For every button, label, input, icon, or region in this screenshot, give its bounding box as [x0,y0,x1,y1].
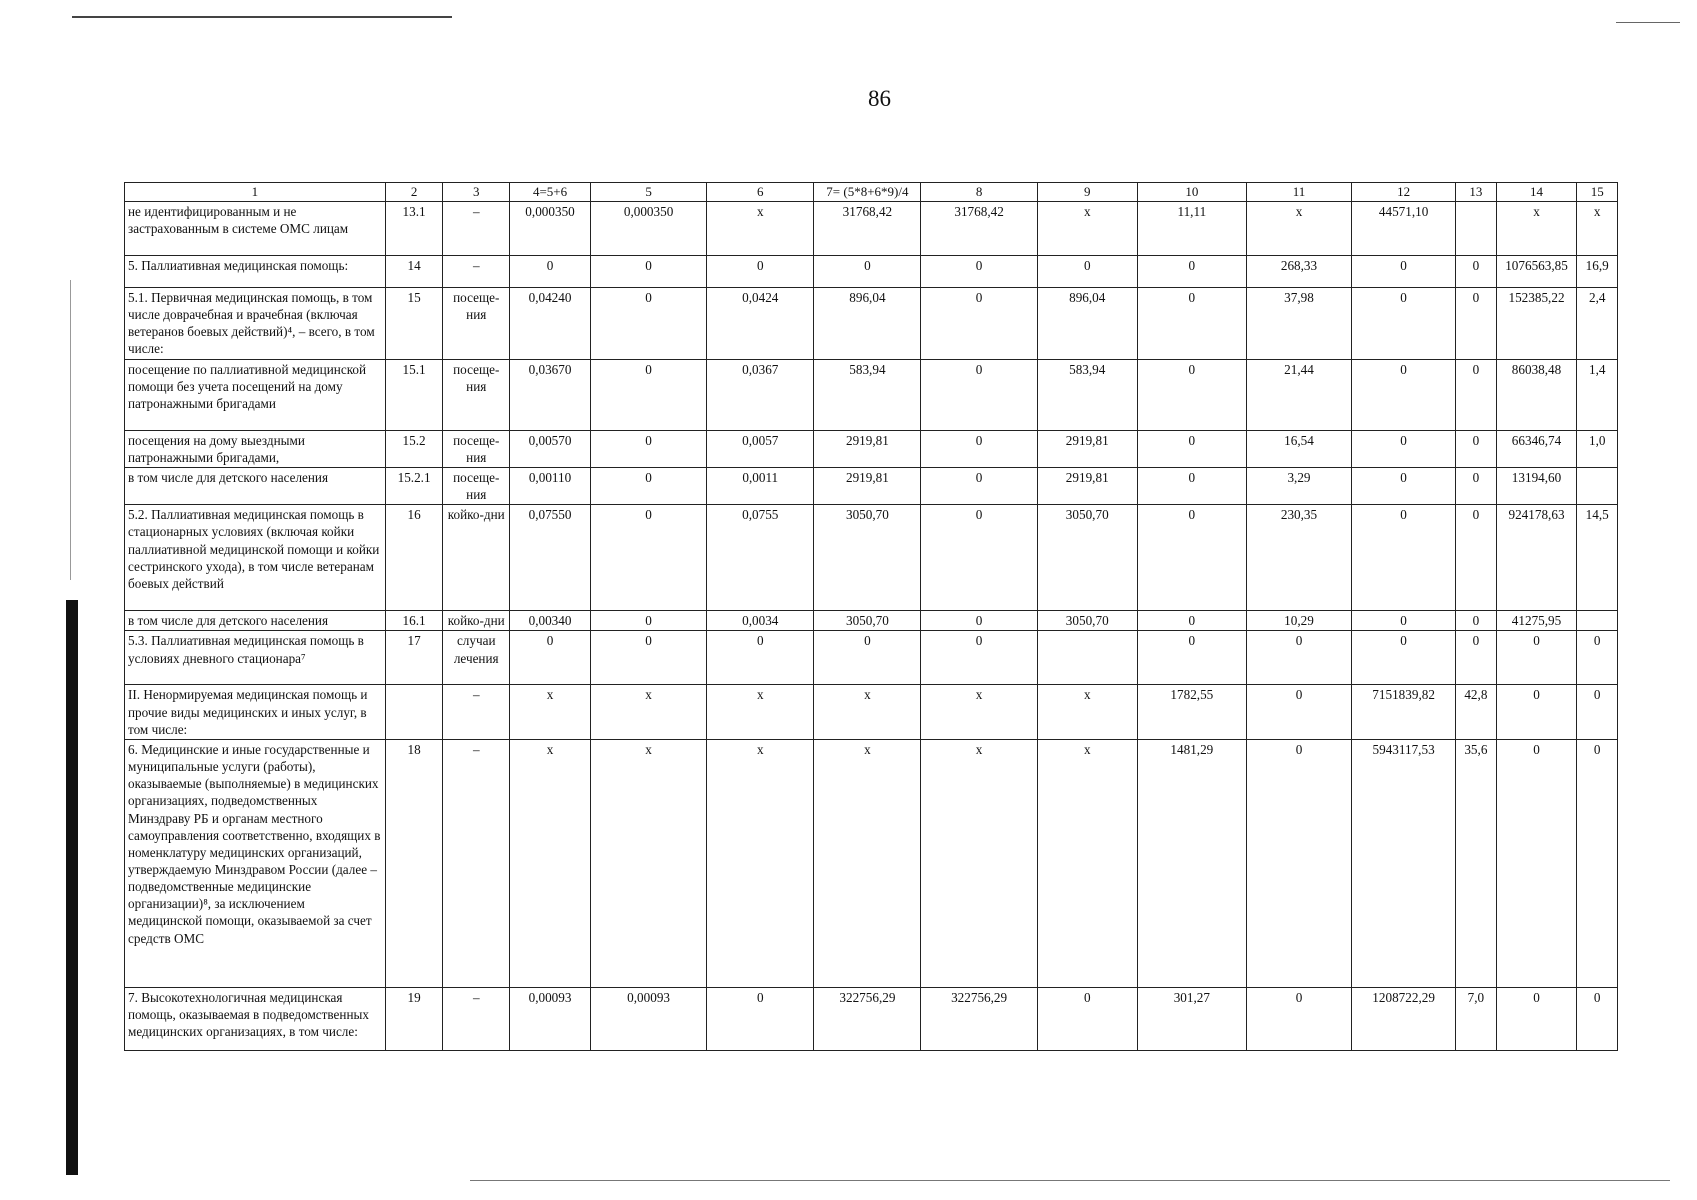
table-cell: 0 [1496,987,1577,1050]
table-cell: 16.1 [385,611,443,631]
header-cell: 7= (5*8+6*9)/4 [814,183,921,202]
table-cell: 0 [1137,256,1246,288]
scan-binding-shadow [66,600,78,1175]
table-cell: 5943117,53 [1352,739,1456,987]
table-row [125,202,1618,256]
table-cell: – [443,202,510,256]
table-cell: 0 [1577,685,1618,739]
table-row [125,685,1618,739]
table-row [125,430,1618,467]
table-cell: 583,94 [814,359,921,430]
table-cell: 13194,60 [1496,467,1577,504]
table-cell: 41275,95 [1496,611,1577,631]
table-cell: 18 [385,739,443,987]
header-cell: 15 [1577,183,1618,202]
table-cell: 35,6 [1456,739,1496,987]
table-row [125,359,1618,430]
table-cell: 15.2 [385,430,443,467]
table-cell: 0 [1577,987,1618,1050]
header-cell: 13 [1456,183,1496,202]
table-cell: х [1037,685,1137,739]
table-cell: 0 [1456,430,1496,467]
table-cell: х [707,739,814,987]
table-cell: 0 [1496,685,1577,739]
table-cell: 0 [1137,505,1246,611]
table-row [125,611,1618,631]
table-cell: 0,0034 [707,611,814,631]
table-cell: 1208722,29 [1352,987,1456,1050]
table-cell: 0,0057 [707,430,814,467]
table-cell [1037,631,1137,685]
table-row [125,505,1618,611]
table-cell: 268,33 [1246,256,1351,288]
table-cell: 2919,81 [1037,467,1137,504]
table-cell: 1076563,85 [1496,256,1577,288]
table-cell: 0 [1456,631,1496,685]
table-cell: 0,00570 [510,430,591,467]
table-row [125,631,1618,685]
header-cell: 12 [1352,183,1456,202]
table-cell: 0 [1496,631,1577,685]
table-cell: 44571,10 [1352,202,1456,256]
table-cell: 3050,70 [1037,611,1137,631]
table-cell: 2919,81 [814,430,921,467]
table-cell: 1481,29 [1137,739,1246,987]
table-cell: 31768,42 [921,202,1037,256]
table-cell: 0 [921,505,1037,611]
table-cell: 3050,70 [814,505,921,611]
table-cell: х [921,739,1037,987]
table-cell: 15.2.1 [385,467,443,504]
table-body [125,183,1618,1051]
table-cell: 583,94 [1037,359,1137,430]
table-cell: х [814,685,921,739]
table-cell: 152385,22 [1496,288,1577,360]
row-label-cell: не идентифицированным и не застрахованным в системе ОМС лицам [125,202,386,256]
table-cell: 0 [921,631,1037,685]
table-row [125,288,1618,360]
table-cell: 0 [1137,430,1246,467]
table-cell: 2,4 [1577,288,1618,360]
table-cell: 15.1 [385,359,443,430]
table-cell: 0 [1456,505,1496,611]
table-cell: 0 [707,987,814,1050]
header-cell: 11 [1246,183,1351,202]
table-cell: – [443,256,510,288]
table-cell: 0 [921,611,1037,631]
table-cell: 0 [1137,467,1246,504]
header-cell: 3 [443,183,510,202]
table-cell: 10,29 [1246,611,1351,631]
table-cell: 0 [1352,359,1456,430]
table-cell: – [443,987,510,1050]
header-cell: 4=5+6 [510,183,591,202]
row-label-cell: 5.2. Паллиативная медицинская помощь в стационарных условиях (включая койки паллиативной медицинской помощи и койки сестринского ухода), в том числе ветеранам боевых действий [125,505,386,611]
table-cell: х [510,685,591,739]
table-cell: 1,0 [1577,430,1618,467]
table-cell: 7151839,82 [1352,685,1456,739]
table-cell: 66346,74 [1496,430,1577,467]
table-cell: х [1037,739,1137,987]
scan-edge-line [470,1180,1670,1181]
table-cell [1456,202,1496,256]
table-cell [1577,611,1618,631]
table-cell: 86038,48 [1496,359,1577,430]
table-cell: 0 [1456,359,1496,430]
header-cell: 8 [921,183,1037,202]
table-cell: 0 [1137,631,1246,685]
header-cell: 2 [385,183,443,202]
table-cell: 16,9 [1577,256,1618,288]
table-cell: 0 [814,631,921,685]
table-cell: 21,44 [1246,359,1351,430]
table-cell: койко-дни [443,611,510,631]
table-cell: посеще-ния [443,430,510,467]
table-cell: 0 [1456,288,1496,360]
table-cell: х [1577,202,1618,256]
table-cell: 0,00093 [590,987,706,1050]
table-cell: х [707,685,814,739]
header-cell: 14 [1496,183,1577,202]
table-row [125,739,1618,987]
table-cell: 0 [510,256,591,288]
table-cell: 0 [1137,359,1246,430]
table-row [125,467,1618,504]
table-cell: 0 [590,505,706,611]
table-cell: 0 [1456,467,1496,504]
table-cell: 0 [590,467,706,504]
table-cell: 896,04 [814,288,921,360]
table-cell: 0 [590,256,706,288]
header-cell: 1 [125,183,386,202]
table-cell: 0 [1246,685,1351,739]
table-cell: 1782,55 [1137,685,1246,739]
table-cell: 0 [1352,505,1456,611]
scan-edge-line [1616,22,1680,23]
table-cell [1577,467,1618,504]
table-cell: 0 [1037,987,1137,1050]
table-cell: 3050,70 [814,611,921,631]
row-label-cell: посещения на дому выездными патронажными бригадами, [125,430,386,467]
table-cell: 0 [921,256,1037,288]
table-cell: 17 [385,631,443,685]
table-cell: х [590,739,706,987]
table-cell: 2919,81 [1037,430,1137,467]
row-label-cell: 6. Медицинские и иные государственные и муниципальные услуги (работы), оказываемые (выполняемые) в медицинских организациях, подведомственных Минздраву РБ и органам местного самоуправления соответственно, входящих в номенклатуру медицинских организаций, утверждаемую Минздравом России (далее – подведомственные медицинские организации)⁸, за исключением медицинской помощи, оказываемой за счет средств ОМС [125,739,386,987]
table-cell: 0 [590,288,706,360]
table-cell: 3050,70 [1037,505,1137,611]
page-number: 86 [868,86,891,111]
table-cell: – [443,685,510,739]
table-cell: 0 [510,631,591,685]
table-cell: – [443,739,510,987]
table-cell: 0 [921,359,1037,430]
row-label-cell: II. Ненормируемая медицинская помощь и прочие виды медицинских и иных услуг, в том числе: [125,685,386,739]
table-cell: 0,000350 [590,202,706,256]
table-cell: 230,35 [1246,505,1351,611]
header-cell: 10 [1137,183,1246,202]
scan-edge-line [70,280,71,580]
row-label-cell: 5.3. Паллиативная медицинская помощь в условиях дневного стационара⁷ [125,631,386,685]
table-cell: 0 [1352,611,1456,631]
table-row [125,987,1618,1050]
table-cell: 16 [385,505,443,611]
header-cell: 6 [707,183,814,202]
header-cell: 9 [1037,183,1137,202]
table-cell: 896,04 [1037,288,1137,360]
table-cell: случаи лечения [443,631,510,685]
table-cell: 0,0367 [707,359,814,430]
table-cell: койко-дни [443,505,510,611]
table-cell: 37,98 [1246,288,1351,360]
table-cell: 31768,42 [814,202,921,256]
table-cell: 0,0755 [707,505,814,611]
table-cell: 0,00093 [510,987,591,1050]
table-cell: посеще-ния [443,359,510,430]
table-cell: посеще-ния [443,467,510,504]
table-cell: 0 [1037,256,1137,288]
scan-edge-line [72,16,452,18]
table-cell: 3,29 [1246,467,1351,504]
table-cell: 0,07550 [510,505,591,611]
table-cell: х [707,202,814,256]
table-cell: 0 [1246,987,1351,1050]
table-cell: 322756,29 [814,987,921,1050]
table-cell: 0,04240 [510,288,591,360]
table-cell: х [921,685,1037,739]
row-label-cell: в том числе для детского населения [125,611,386,631]
table-cell [385,685,443,739]
table-cell: 0,0011 [707,467,814,504]
table-cell: 14 [385,256,443,288]
table-cell: 0 [1352,288,1456,360]
table-cell: посеще-ния [443,288,510,360]
table-cell: 13.1 [385,202,443,256]
row-label-cell: в том числе для детского населения [125,467,386,504]
table-cell: х [814,739,921,987]
table-cell: 0 [1352,430,1456,467]
table-cell: 0 [590,430,706,467]
table-cell: 0 [1352,256,1456,288]
row-label-cell: посещение по паллиативной медицинской помощи без учета посещений на дому патронажными бригадами [125,359,386,430]
table-cell: х [510,739,591,987]
table-cell: х [1246,202,1351,256]
row-label-cell: 5.1. Первичная медицинская помощь, в том числе доврачебная и врачебная (включая ветеранов боевых действий)⁴, – всего, в том числе: [125,288,386,360]
table-cell: 0 [1246,631,1351,685]
table-cell: х [590,685,706,739]
table-cell: 0,0424 [707,288,814,360]
table-cell: 0 [1352,467,1456,504]
header-cell: 5 [590,183,706,202]
table-cell: 0 [921,288,1037,360]
table-cell: 0,000350 [510,202,591,256]
table-cell: 924178,63 [1496,505,1577,611]
table-cell: 0 [814,256,921,288]
table-cell: 322756,29 [921,987,1037,1050]
table-cell: 1,4 [1577,359,1618,430]
row-label-cell: 5. Паллиативная медицинская помощь: [125,256,386,288]
table-cell: 0 [707,631,814,685]
table-cell: 42,8 [1456,685,1496,739]
table-cell: 11,11 [1137,202,1246,256]
table-cell: 15 [385,288,443,360]
table-cell: 0 [707,256,814,288]
table-cell: 0 [921,430,1037,467]
table-cell: 0 [590,611,706,631]
table-cell: х [1037,202,1137,256]
table-cell: 0 [1246,739,1351,987]
table-cell: 0 [1352,631,1456,685]
data-table [124,182,1618,1051]
table-cell: 19 [385,987,443,1050]
table-cell: 0 [590,359,706,430]
table-cell: 0 [921,467,1037,504]
table-header-row [125,183,1618,202]
table-cell: 0 [1456,256,1496,288]
table-cell: 0 [1577,631,1618,685]
table-cell: 0 [1577,739,1618,987]
table-row [125,256,1618,288]
table-cell: 0 [1137,611,1246,631]
table-cell: 14,5 [1577,505,1618,611]
table-cell: 0 [590,631,706,685]
table-cell: 0 [1137,288,1246,360]
table-cell: х [1496,202,1577,256]
table-cell: 0,00340 [510,611,591,631]
table-cell: 0 [1496,739,1577,987]
table-cell: 16,54 [1246,430,1351,467]
table-cell: 0,00110 [510,467,591,504]
table-cell: 2919,81 [814,467,921,504]
table-cell: 0 [1456,611,1496,631]
row-label-cell: 7. Высокотехнологичная медицинская помощь, оказываемая в подведомственных медицинских организациях, в том числе: [125,987,386,1050]
table-cell: 0,03670 [510,359,591,430]
table-cell: 7,0 [1456,987,1496,1050]
table-cell: 301,27 [1137,987,1246,1050]
